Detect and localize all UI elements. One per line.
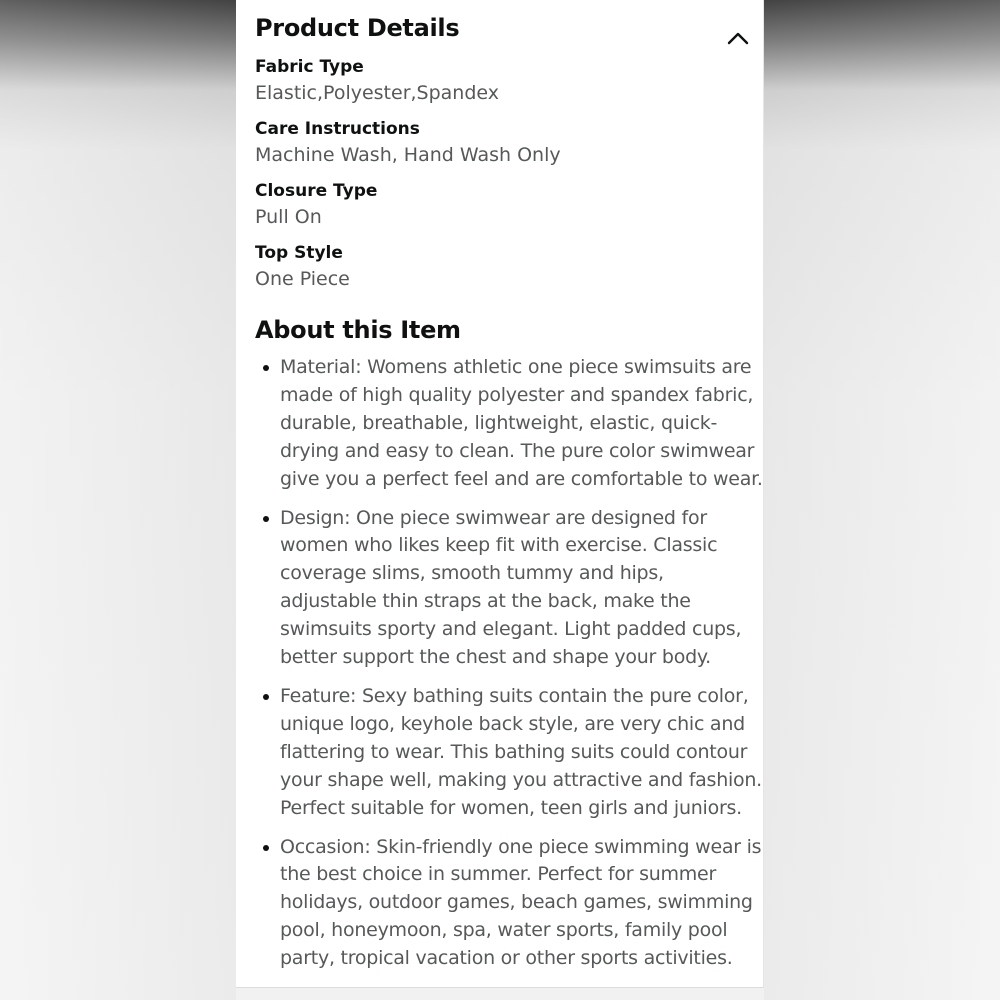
about-item-title: About this Item: [255, 316, 461, 344]
product-details-title: Product Details: [255, 14, 460, 42]
detail-label: Top Style: [255, 243, 343, 263]
product-info-panel: [236, 0, 764, 988]
list-item: Material: Womens athletic one piece swimsuits are made of high quality polyester and spandex fabric, durable, breathable, lightweight, elastic, quick-drying and easy to clean. The pure color swimwear give you a perfect feel and are comfortable to wear.: [255, 354, 764, 494]
detail-label: Closure Type: [255, 181, 378, 201]
chevron-up-icon[interactable]: [716, 16, 760, 60]
list-item: Occasion: Skin-friendly one piece swimming wear is the best choice in summer. Perfect for summer holidays, outdoor games, beach games, swimming pool, honeymoon, spa, water sports, family pool party, tropical vacation or other sports activities.: [255, 834, 764, 974]
product-details-list: [255, 56, 764, 293]
list-item: Design: One piece swimwear are designed for women who likes keep fit with exercise. Classic coverage slims, smooth tummy and hips, adjustable thin straps at the back, make the swimsuits sporty and elegant. Light padded cups, better support the chest and shape your body.: [255, 505, 764, 672]
product-details-header[interactable]: [255, 0, 764, 60]
detail-value: One Piece: [255, 268, 350, 290]
detail-fabric-type: [255, 56, 764, 107]
detail-value: Machine Wash, Hand Wash Only: [255, 144, 561, 166]
detail-top-style: [255, 242, 764, 293]
detail-value: Pull On: [255, 206, 322, 228]
detail-label: Care Instructions: [255, 119, 420, 139]
detail-value: Elastic,Polyester,Spandex: [255, 82, 500, 104]
about-item-bullets: [255, 354, 764, 973]
detail-label: Fabric Type: [255, 57, 364, 77]
list-item: Feature: Sexy bathing suits contain the pure color, unique logo, keyhole back style, are very chic and flattering to wear. This bathing suits could contour your shape well, making you attractive and fashion. Perfect suitable for women, teen girls and juniors.: [255, 683, 764, 823]
detail-care-instructions: [255, 118, 764, 169]
detail-closure-type: [255, 180, 764, 231]
